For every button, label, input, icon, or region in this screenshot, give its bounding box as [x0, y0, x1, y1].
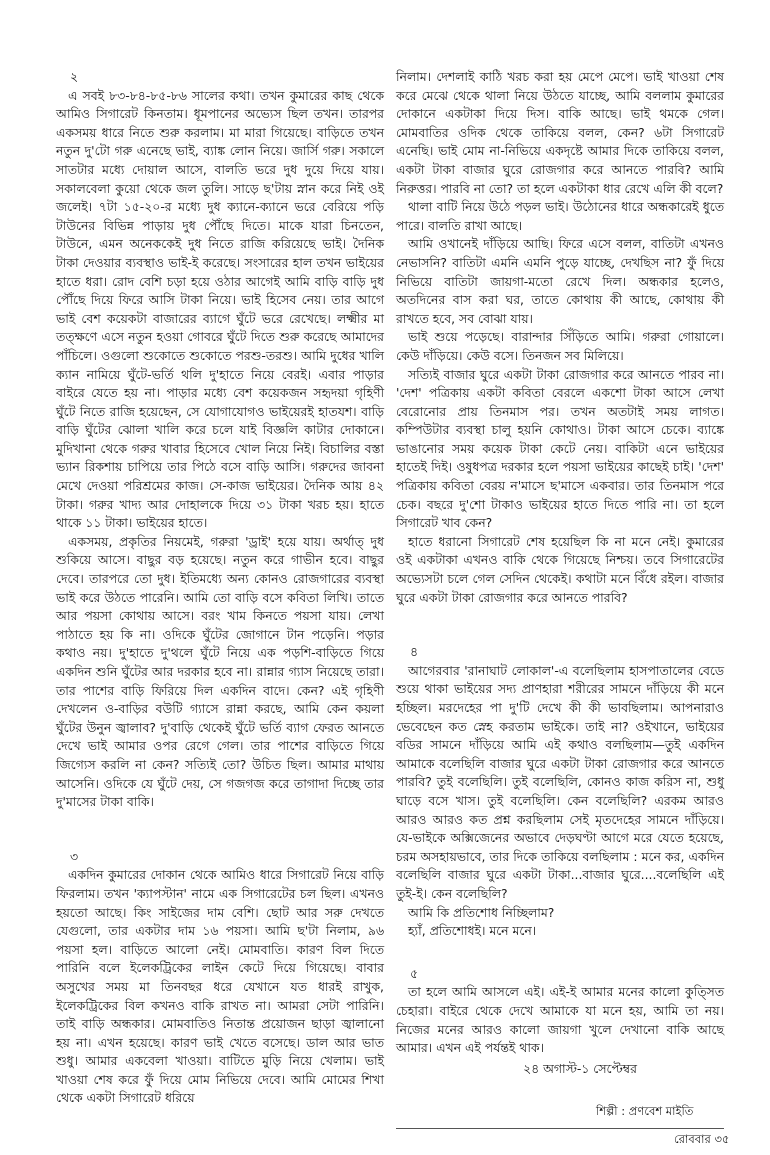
section-number: ৫	[410, 965, 419, 981]
paragraph: এ সবই ৮৩-৮৪-৮৫-৮৬ সালের কথা। তখন কুমারের কাছ থেকে আমিও সিগারেট কিনতাম। ধূমপানের অভ্যেস ছিল তখন। তারপর একসময় ধারে নিতে শুরু করলাম। মা মারা গিয়েছে। বাড়িতে তখন নতুন দু'টো গরু এনেছে ভাই, ব্যাঙ্ক লোন নিয়ে। জার্সি গরু। সকালে সাতটার মধ্যে দোয়াল আসে, বালতি ভরে দুধ দুয়ে দিয়ে যায়। সকালবেলা কুয়ো থেকে জল তুলি। সাড়ে ছ'টায় স্নান করে নিই ওই জলেই। ৭টা ১৫-২০-র মধ্যে দুধ ক্যানে-ক্যানে ভরে বেরিয়ে পড়ি টাউনের বিভিন্ন পাড়ায় দুধ পৌঁছে দিতে। মাকে যারা চিনতেন, টাউনে, এমন অনেককেই দুধ নিতে রাজি করিয়েছে ভাই। দৈনিক টাকা দেওয়ার ব্যবস্থাও ভাই-ই করেছে। সংসারের হাল তখন ভাইয়ের হাতে ধরা। রোদ বেশি চড়া হয়ে ওঠার আগেই আমি বাড়ি বাড়ি দুধ পৌঁছে দিয়ে ফিরে আসি টাকা নিয়ে। ভাই হিসেব নেয়। তার আগে ভাই বেশ কয়েকটা বাজারের ব্যাগে ঘুঁটে ভরে রেখেছে। লক্ষ্মীর মা তত্‍ক্ষণে এসে নতুন হওয়া গোবরে ঘুঁটে দিতে শুরু করেছে আমাদের পাঁচিলে। ওগুলো শুকোতে শুকোতে পরশু-তরশু। আমি দুধের খালি ক্যান নামিয়ে ঘুঁটে-ভর্তি থলি দু'হাতে নিয়ে বেরই। এবার পাড়ার বাইরে যেতে হয় না। পাড়ার মধ্যে বেশ কয়েকজন সহৃদয়া গৃহিণী ঘুঁটে নিতে রাজি হয়েছেন, সে যোগাযোগও ভাইয়েরই হাতযশ। বাড়ি বাড়ি ঘুঁটের ঝোলা খালি করে চলে যাই বিজ্ঞলি কাটার দোকানে। মুদিখানা থেকে গরুর খাবার হিসেবে খোল নিয়ে নিই। বিচালির বস্তা ভ্যান রিকশায় চাপিয়ে তার পিঠে বসে বাড়ি আসি। গরুদের জাবনা মেখে দেওয়া পরিশ্রমের কাজ। সে-কাজ ভাইয়ের। দৈনিক আয় ৪২ টাকা। গরুর খাদ্য আর দোহালকে দিয়ে ৩১ টাকা খরচ হয়। হাতে থাকে ১১ টাকা। ভাইয়ের হাতে।	[56, 87, 384, 531]
section-number: ৩	[70, 848, 79, 864]
paragraph: একদিন কুমারের দোকান থেকে আমিও ধারে সিগারেট নিয়ে বাড়ি ফিরলাম। তখন 'ক্যাপস্টান' নামে এক সিগারেটের চল ছিল। এখনও হয়তো আছে। কিং সাইজের দাম বেশি। ছোট আর সরু দেখতে যেগুলো, তার একটার দাম ১৬ পয়সা। আমি ছ'টা নিলাম, ৯৬ পয়সা হল। বাড়িতে আলো নেই। মোমবাতি। কারণ বিল দিতে পারিনি বলে ইলেকট্রিকের লাইন কেটে দিয়ে গিয়েছে। বাবার অসুখের সময় মা তিনবছর ধরে যেখানে যত ধারই রাখুক, ইলেকট্রিকের বিল কখনও বাকি রাখত না। আমরা সেটা পারিনি। তাই বাড়ি অন্ধকার। মোমবাতিও নিতান্ত প্রয়োজন ছাড়া জ্বালানো হয় না। এখন হয়েছে। কারণ ভাই খেতে বসেছে। ডাল আর ভাত শুধু। আমার একবেলা খাওয়া। বাটিতে মুড়ি নিয়ে খেলাম। ভাই খাওয়া শেষ করে ফুঁ দিয়ে মোম নিভিয়ে দেবে। আমি মোমের শিখা থেকে একটা সিগারেট ধরিয়ে	[56, 867, 384, 1106]
illustrator-credit: শিল্পী : প্রণবেশ মাইতি	[596, 1104, 694, 1118]
paragraph: আমি ওখানেই দাঁড়িয়ে আছি। ফিরে এসে বলল, বাতিটা এখনও নেভাসনি? বাতিটা এমনি এমনি পুড়ে যাচ্ছে, দেখছিস না? ফুঁ দিয়ে নিভিয়ে বাতিটা জায়গা-মতো রেখে দিল। অন্ধকার হলেও, অতদিনের বাস করা ঘর, তাতে কোথায় কী আছে, কোথায় কী রাখতে হবে, সব বোঝা যায়।	[396, 236, 724, 326]
paragraph-line: আমি কি প্রতিশোধ নিচ্ছিলাম?	[408, 904, 555, 920]
paragraph: ভাই শুয়ে পড়েছে। বারান্দার সিঁড়িতে আমি। গরুরা গোয়ালে। কেউ দাঁড়িয়ে। কেউ বসে। তিনজন সব মিলিয়ে।	[396, 329, 724, 363]
date-line: ২৪ অগাস্ট-১ সেপ্টেম্বর	[523, 1060, 637, 1076]
paragraph: হাতে ধরানো সিগারেট শেষ হয়েছিল কি না মনে নেই। কুমারের ওই একটাকা এখনও বাকি থেকে গিয়েছে নিশ্চয়। তবে সিগারেটের অভ্যেসটা চলে গেল সেদিন থেকেই। কথাটা মনে বিঁধে রইল। বাজার ঘুরে একটা টাকা রোজগার করে আনতে পারবি?	[396, 533, 724, 605]
paragraph: থালা বাটি নিয়ে উঠে পড়ল ভাই। উঠোনের ধারে অন্ধকারেই ধুতে পারে। বালতি রাখা আছে।	[396, 199, 724, 233]
section-number: ৪	[410, 644, 419, 660]
paragraph: সত্যিই বাজার ঘুরে একটা টাকা রোজগার করে আনতে পারব না। 'দেশ' পত্রিকায় একটা কবিতা বেরলে একশো টাকা আসে লেখা বেরোনোর প্রায় তিনমাস পর। তখন অতটাই সময় লাগত। কম্পিউটার ব্যবস্থা চালু হয়নি কোথাও। টাকা আসে চেকে। ব্যাঙ্কে ভাঙানোর সময় কয়েক টাকা কেটে নেয়। বাকিটা এনে ভাইয়ের হাতেই দিই। ওষুধপত্র দরকার হলে পয়সা ভাইয়ের কাছেই চাই। 'দেশ' পত্রিকায় কবিতা বেরয় ন'মাসে ছ'মাসে একবার। তার তিনমাস পরে চেক। বছরে দু'শো টাকাও ভাইয়ের হাতে দিতে পারি না। তা হলে সিগারেট খাব কেন?	[396, 366, 724, 531]
left-column	[56, 68, 384, 1108]
page-folio: রোববার ৩৫	[674, 1132, 730, 1146]
paragraph-line: হ্যাঁ, প্রতিশোধই। মনে মনে।	[408, 923, 537, 939]
paragraph: নিলাম। দেশলাই কাঠি খরচ করা হয় মেপে মেপে। ভাই খাওয়া শেষ করে মেঝে থেকে থালা নিয়ে উঠতে যাচ্ছে, আমি বললাম কুমারের দোকানে একটাকা দিয়ে দিস। বাকি আছে। ভাই থমকে গেল। মোমবাতির ওদিক থেকে তাকিয়ে বলল, কেন? ৬টা সিগারেট এনেছি। ভাই মোম না-নিভিয়ে একদৃষ্টে আমার দিকে তাকিয়ে বলল, একটা টাকা বাজার ঘুরে রোজগার করে আনতে পারবি? আমি নিরুত্তর। পারবি না তো? তা হলে একটাকা ধার রেখে এলি কী বলে?	[396, 69, 724, 196]
paragraph: তা হলে আমি আসলে এই। এই-ই আমার মনের কালো কুত্‍সিত চেহারা। বাইরে থেকে দেখে আমাকে যা মনে হয়, আমি তা নয়। নিজের মনের আরও কালো জায়গা খুলে দেখানো বাকি আছে আমার। এখন এই পর্যন্তই থাক।	[396, 984, 724, 1056]
paragraph: একসময়, প্রকৃতির নিয়মেই, গরুরা 'ড্রাই' হয়ে যায়। অর্থাত্‍ দুধ শুকিয়ে আসে। বাছুর বড় হয়েছে। নতুন করে গাভীন হবে। বাছুর দেবে। তারপরে তো দুধ। ইতিমধ্যে অন্য কোনও রোজগারের ব্যবস্থা ভাই করে উঠতে পারেনি। আমি তো বাড়ি বসে কবিতা লিখি। তাতে আর পয়সা কোথায় আসে। বরং খাম কিনতে পয়সা যায়। লেখা পাঠাতে হয় কি না। ওদিকে ঘুঁটের জোগানে টান পড়েনি। পড়ার কথাও নয়। দু'হাতে দু'থলে ঘুঁটে নিয়ে এক পড়শি-বাড়িতে গিয়ে একদিন শুনি ঘুঁটের আর দরকার হবে না। রান্নার গ্যাস নিয়েছে তারা। তার পাশের বাড়ি ফিরিয়ে দিল একদিন বাদে। কেন? এই গৃহিণী দেখলেন ও-বাড়ির বউটি গ্যাসে রান্না করছে, আমি কেন কয়লা ঘুঁটের উনুন জ্বালাব? দু'বাড়ি থেকেই ঘুঁটে ভর্তি ব্যাগ ফেরত আনতে দেখে ভাই আমার ওপর রেগে গেল। তার পাশের বাড়িতে গিয়ে জিগ্যেস করলি না কেন? সত্যিই তো? উচিত ছিল। আমার মাথায় আসেনি। ওদিকে যে ঘুঁটে দেয়, সে গজগজ করে তাগাদা দিচ্ছে তার দু'মাসের টাকা বাকি।	[56, 533, 385, 810]
section-gap	[56, 812, 384, 848]
section-gap	[396, 607, 724, 643]
right-column	[396, 68, 724, 1078]
section-gap	[396, 941, 724, 965]
paragraph: আগেরবার 'রানাঘাট লোকাল'-এ বলেছিলাম হাসপাতালের বেডে শুয়ে থাকা ভাইয়ের সদ্য প্রাণহারা শরীরের সামনে দাঁড়িয়ে কী মনে হচ্ছিল। মরদেহের পা দু'টি দেখে কী কী ভাবছিলাম। আপনারাও ভেবেছেন কত স্নেহ করতাম ভাইকে। তাই না? ওইখানে, ভাইয়ের বডির সামনে দাঁড়িয়ে আমি এই কথাও বলছিলাম—তুই একদিন আমাকে বলেছিলি বাজার ঘুরে একটা টাকা রোজগার করে আনতে পারবি? তুই বলেছিলি। তুই বলেছিলি, কোনও কাজ করিস না, শুধু ঘাড়ে বসে খাস। তুই বলেছিলি। কেন বলেছিলি? এরকম আরও আরও আরও কত প্রশ্ন করছিলাম সেই মৃতদেহের সামনে দাঁড়িয়ে। যে-ভাইকে অক্সিজেনের অভাবে দেড়ঘণ্টা আগে মরে যেতে হয়েছে, চরম অসহায়ভাবে, তার দিকে তাকিয়ে বলছিলাম : মনে কর, একদিন বলেছিলি বাজার ঘুরে একটা টাকা...বাজার ঘুরে....বলেছিলি এই তুই-ই। কেন বলেছিলি?	[396, 662, 724, 901]
footer-rule	[396, 1128, 724, 1129]
section-number: ২	[70, 69, 79, 84]
